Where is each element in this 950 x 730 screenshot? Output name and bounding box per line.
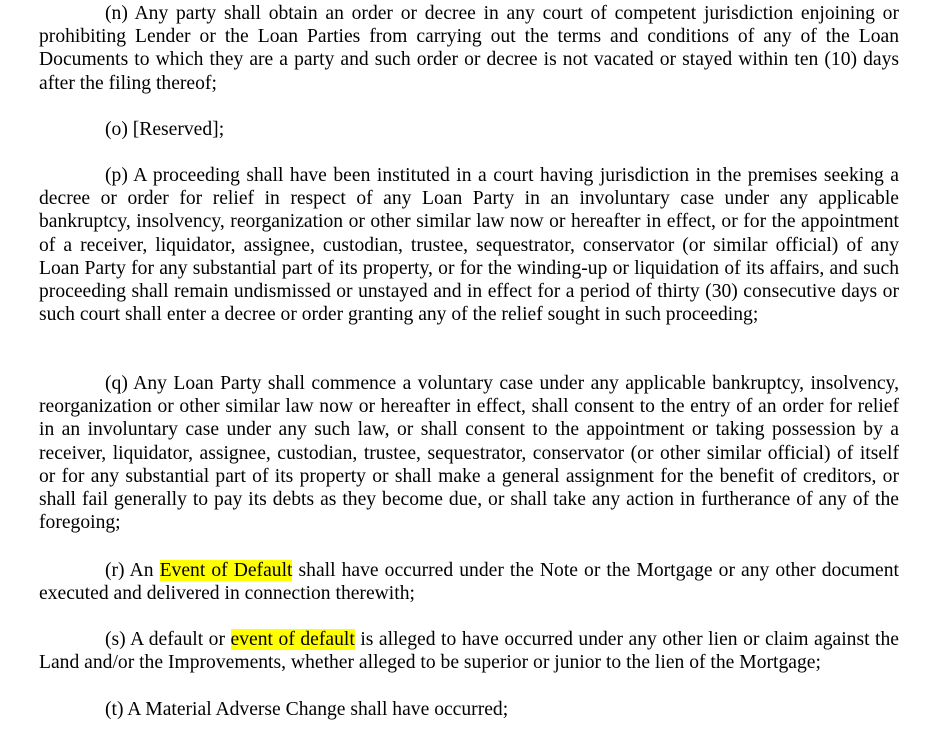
highlighted-term-event-of-default-lowercase: event of default xyxy=(230,629,355,650)
paragraph-r-suffix: shall have occurred under the Note or the Mortgage or any other document executed and delivered in connection therewith; xyxy=(39,560,899,605)
paragraph-s xyxy=(39,628,899,674)
paragraph-q: (q) Any Loan Party shall commence a voluntary case under any applicable bankruptcy, insolvency, reorganization or other similar law now or hereafter in effect, shall consent to the entry of an order for relief in an involuntary case under any such law, or shall consent to the appointment or taking possession by a receiver, liquidator, assignee, custodian, trustee, sequestrator, conservator (or other similar official) of itself or for any substantial part of its property or shall make a general assignment for the benefit of creditors, or shall fail generally to pay its debts as they become due, or shall take any action in furtherance of any of the foregoing; xyxy=(39,373,899,534)
paragraph-n: (n) Any party shall obtain an order or decree in any court of competent jurisdiction enjoining or prohibiting Lender or the Loan Parties from carrying out the terms and conditions of any of the Loan Documents to which they are a party and such order or decree is not vacated or stayed within ten (10) days after the filing thereof; xyxy=(39,3,899,94)
paragraph-o: (o) [Reserved]; xyxy=(105,119,225,140)
paragraph-r-prefix: (r) An xyxy=(105,560,160,581)
highlighted-term-event-of-default: Event of Default xyxy=(159,560,293,581)
paragraph-s-prefix: (s) A default or xyxy=(105,629,231,650)
paragraph-t: (t) A Material Adverse Change shall have occurred; xyxy=(105,699,509,720)
paragraph-r xyxy=(39,559,899,605)
paragraph-p: (p) A proceeding shall have been instituted in a court having jurisdiction in the premises seeking a decree or order for relief in respect of any Loan Party in an involuntary case under any applicable bankruptcy, insolvency, reorganization or other similar law now or hereafter in effect, or for the appointment of a receiver, liquidator, assignee, custodian, trustee, sequestrator, conservator (or similar official) of any Loan Party for any substantial part of its property, or for the winding-up or liquidation of its affairs, and such proceeding shall remain undismissed or unstayed and in effect for a period of thirty (30) consecutive days or such court shall enter a decree or order granting any of the relief sought in such proceeding; xyxy=(39,165,899,326)
paragraph-s-suffix: is alleged to have occurred under any other lien or claim against the Land and/or the Improvements, whether alleged to be superior or junior to the lien of the Mortgage; xyxy=(39,629,899,674)
